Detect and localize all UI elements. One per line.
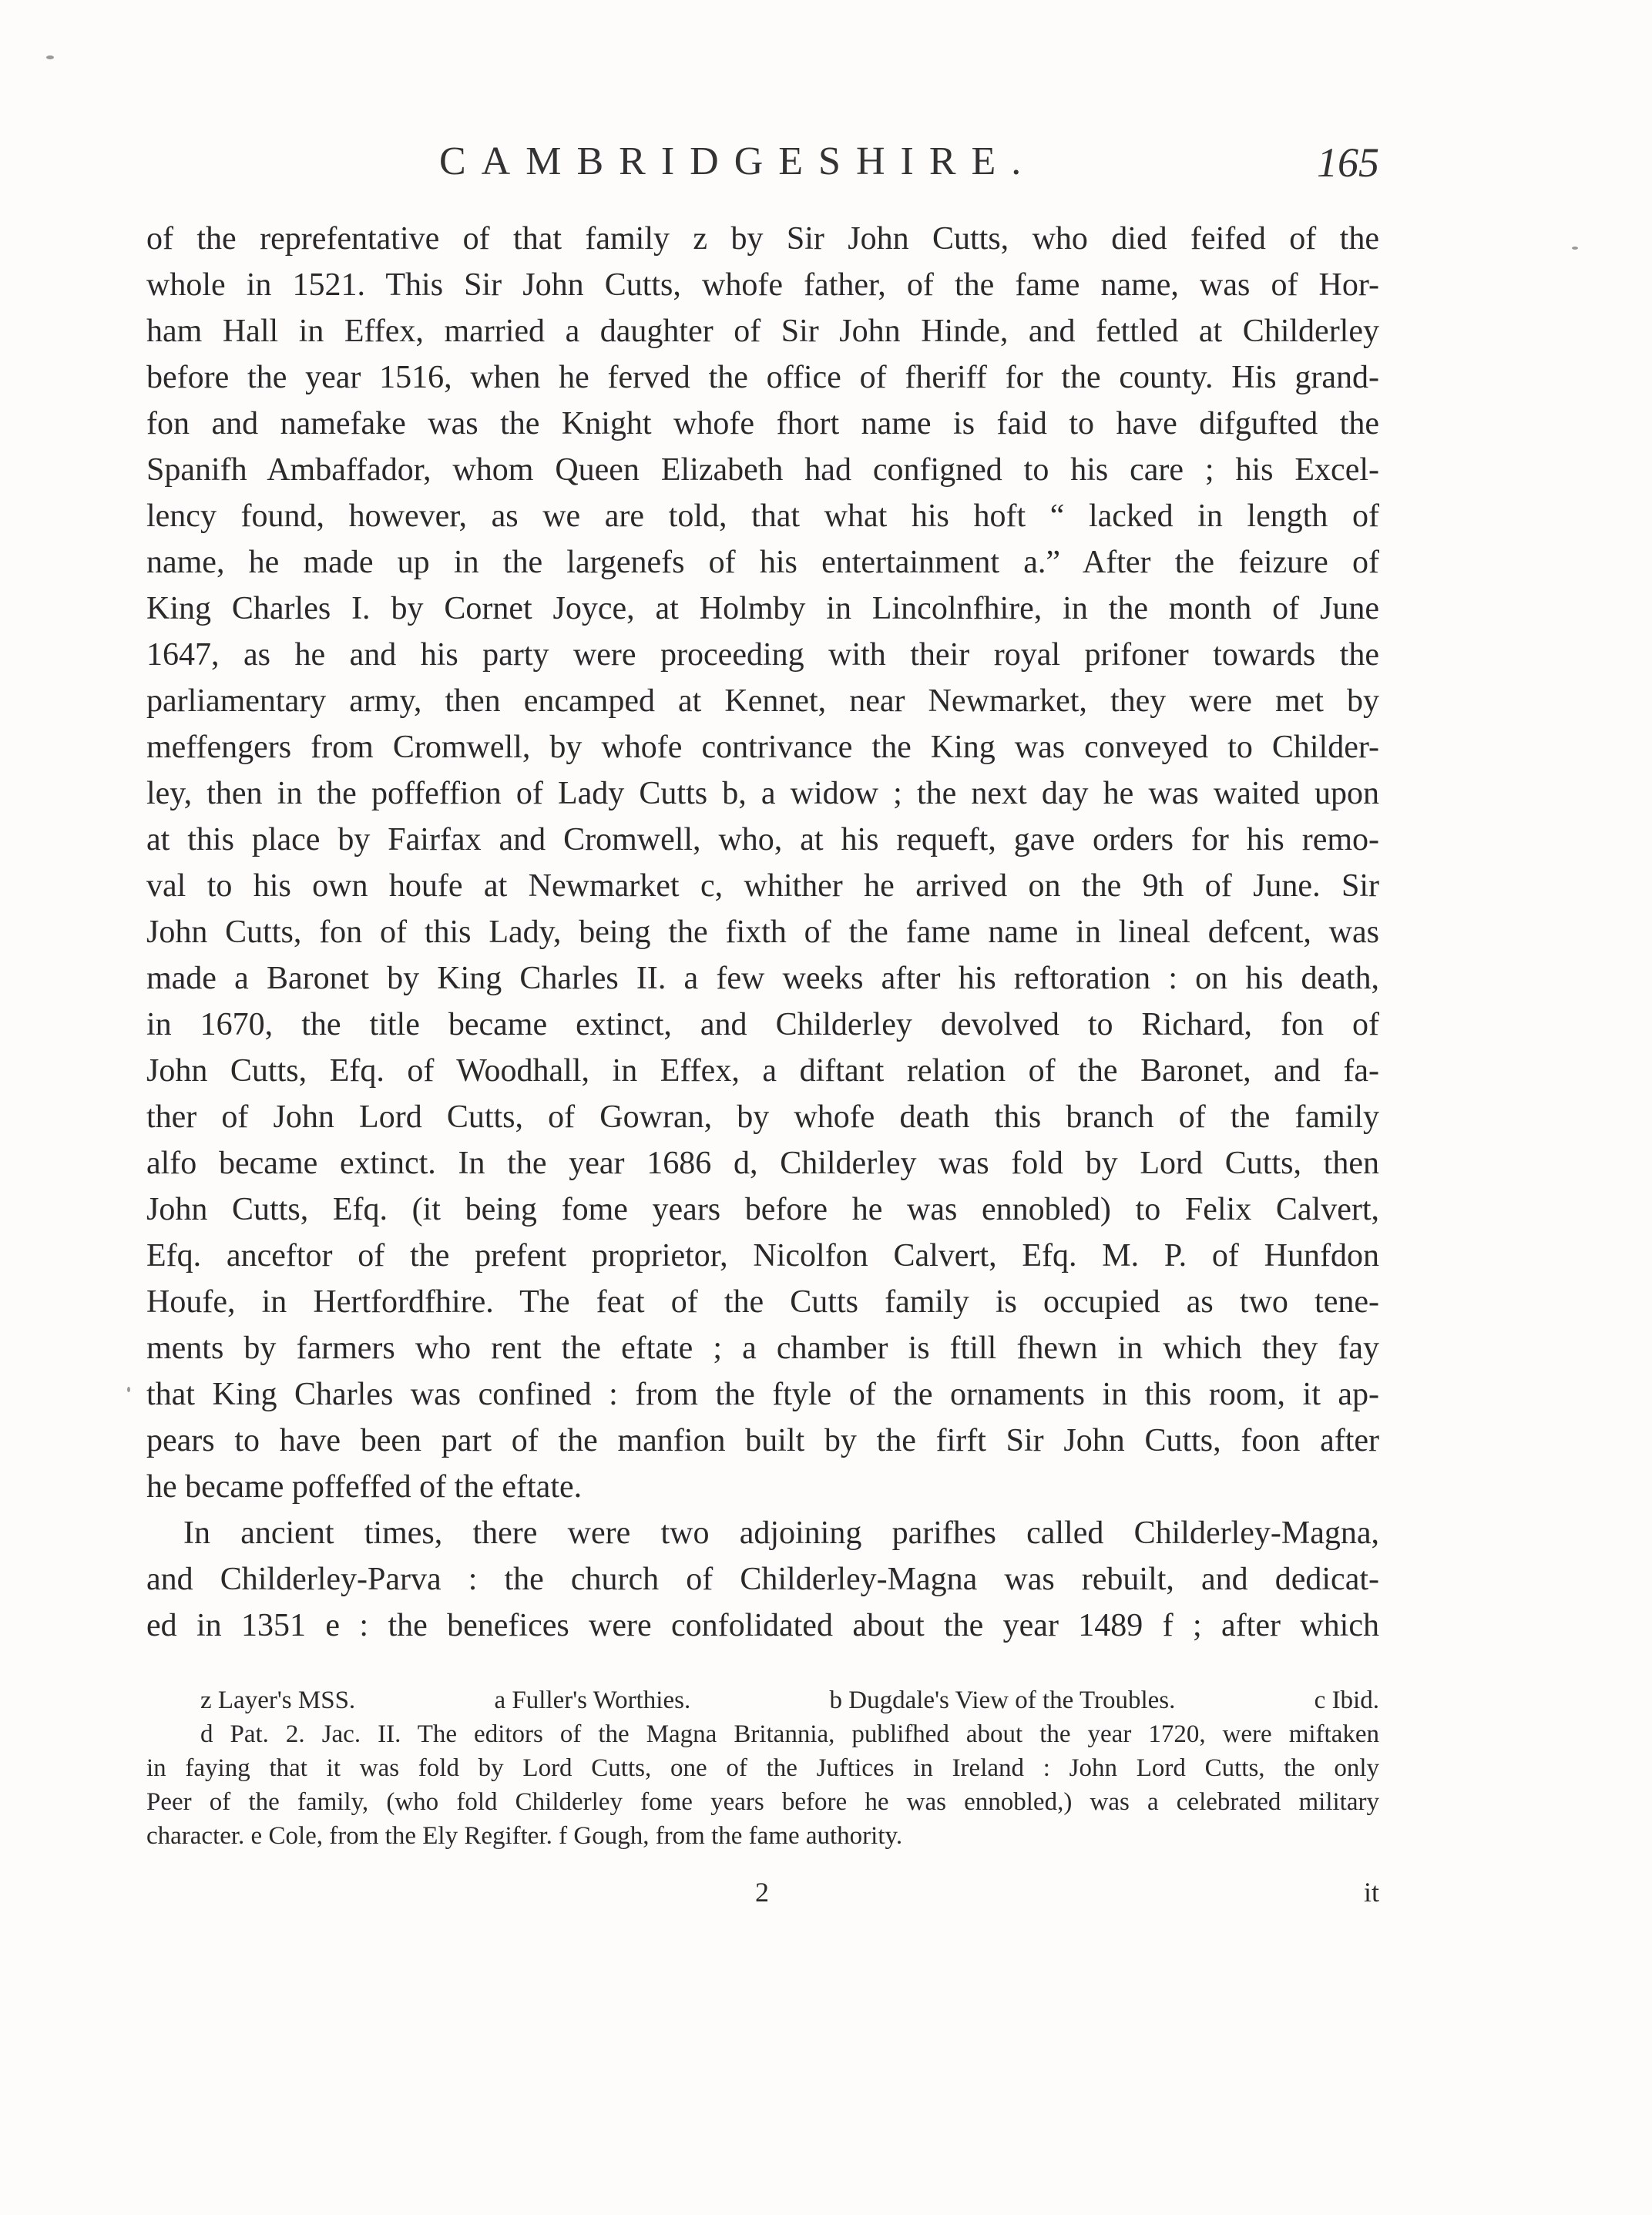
signature-mark: 2 — [755, 1877, 769, 1908]
running-head — [146, 139, 1379, 193]
text-line: parliamentary army, then encamped at Kennet, near Newmarket, they were met by — [146, 683, 1379, 719]
text-line: John Cutts, fon of this Lady, being the fixth of the fame name in lineal defcent, was — [146, 915, 1379, 950]
text-line: pears to have been part of the manfion built by the firft Sir John Cutts, foon after — [146, 1423, 1379, 1458]
footnote: c Ibid. — [1314, 1686, 1379, 1714]
catchword: it — [1363, 1877, 1379, 1908]
text-line: John Cutts, Efq. of Woodhall, in Effex, a diftant relation of the Baronet, and fa- — [146, 1053, 1379, 1089]
paper-speck — [127, 1387, 130, 1392]
catchline — [146, 1876, 1379, 1915]
text-line: fon and namefake was the Knight whofe fhort name is faid to have difgufted the — [146, 406, 1379, 441]
text-line: meffengers from Cromwell, by whofe contrivance the King was conveyed to Childer- — [146, 730, 1379, 765]
footnote-row — [146, 1683, 1379, 1717]
page-number: 165 — [1317, 139, 1379, 186]
paper-speck — [1572, 247, 1578, 250]
text-line: ments by farmers who rent the eftate ; a chamber is ftill fhewn in which they fay — [146, 1331, 1379, 1366]
text-line: in 1670, the title became extinct, and Childerley devolved to Richard, fon of — [146, 1007, 1379, 1042]
text-line: ham Hall in Effex, married a daughter of Sir John Hinde, and fettled at Childerley — [146, 314, 1379, 349]
footnote: z Layer's MSS. — [200, 1686, 356, 1714]
footnote-line: d Pat. 2. Jac. II. The editors of the Magna Britannia, publifhed about the year 1720, were miftaken — [200, 1720, 1379, 1748]
text-line: made a Baronet by King Charles II. a few weeks after his reftoration : on his death, — [146, 961, 1379, 996]
footnotes — [146, 1683, 1379, 1853]
paper-speck — [46, 55, 54, 59]
footnote-line: Peer of the family, (who fold Childerley fome years before he was ennobled,) was a celebrated military — [146, 1788, 1379, 1816]
text-line: ley, then in the poffeffion of Lady Cutts b, a widow ; the next day he was waited upon — [146, 776, 1379, 811]
text-line: val to his own houfe at Newmarket c, whither he arrived on the 9th of June. Sir — [146, 868, 1379, 904]
text-line: Spanifh Ambaffador, whom Queen Elizabeth had configned to his care ; his Excel- — [146, 452, 1379, 488]
footnote-line: in faying that it was fold by Lord Cutts, one of the Juftices in Ireland : John Lord Cutts, the only — [146, 1754, 1379, 1782]
text-line: he became poffeffed of the eftate. — [146, 1469, 583, 1505]
text-line: ed in 1351 e : the benefices were confolidated about the year 1489 f ; after which — [146, 1608, 1379, 1643]
text-line: 1647, as he and his party were proceeding with their royal prifoner towards the — [146, 637, 1379, 673]
text-line: King Charles I. by Cornet Joyce, at Holmby in Lincolnfhire, in the month of June — [146, 591, 1379, 626]
text-line: alfo became extinct. In the year 1686 d, Childerley was fold by Lord Cutts, then — [146, 1146, 1379, 1181]
text-line: lency found, however, as we are told, that what his hoft “ lacked in length of — [146, 498, 1379, 534]
text-line: John Cutts, Efq. (it being fome years before he was ennobled) to Felix Calvert, — [146, 1192, 1379, 1227]
text-line: before the year 1516, when he ferved the office of fheriff for the county. His grand- — [146, 360, 1379, 395]
footnote: b Dugdale's View of the Troubles. — [829, 1686, 1176, 1714]
text-line: In ancient times, there were two adjoining parifhes called Childerley-Magna, — [183, 1515, 1379, 1551]
text-line: Houfe, in Hertfordfhire. The feat of the Cutts family is occupied as two tene- — [146, 1284, 1379, 1320]
body-text — [146, 216, 1379, 1649]
text-line: ther of John Lord Cutts, of Gowran, by whofe death this branch of the family — [146, 1099, 1379, 1135]
text-line: at this place by Fairfax and Cromwell, who, at his requeft, gave orders for his remo- — [146, 822, 1379, 857]
text-line: whole in 1521. This Sir John Cutts, whofe father, of the fame name, was of Hor- — [146, 267, 1379, 303]
text-line: of the reprefentative of that family z by Sir John Cutts, who died feifed of the — [146, 221, 1379, 257]
text-line: name, he made up in the largenefs of his entertainment a.” After the feizure of — [146, 545, 1379, 580]
text-line: that King Charles was confined : from the ftyle of the ornaments in this room, it ap- — [146, 1377, 1379, 1412]
text-line: and Childerley-Parva : the church of Childerley-Magna was rebuilt, and dedicat- — [146, 1562, 1379, 1597]
running-title: CAMBRIDGESHIRE. — [439, 139, 1037, 183]
footnote-line: character. e Cole, from the Ely Regifter. f Gough, from the fame authority. — [146, 1822, 903, 1850]
footnote: a Fuller's Worthies. — [494, 1686, 691, 1714]
text-line: Efq. anceftor of the prefent proprietor, Nicolfon Calvert, Efq. M. P. of Hunfdon — [146, 1238, 1379, 1274]
